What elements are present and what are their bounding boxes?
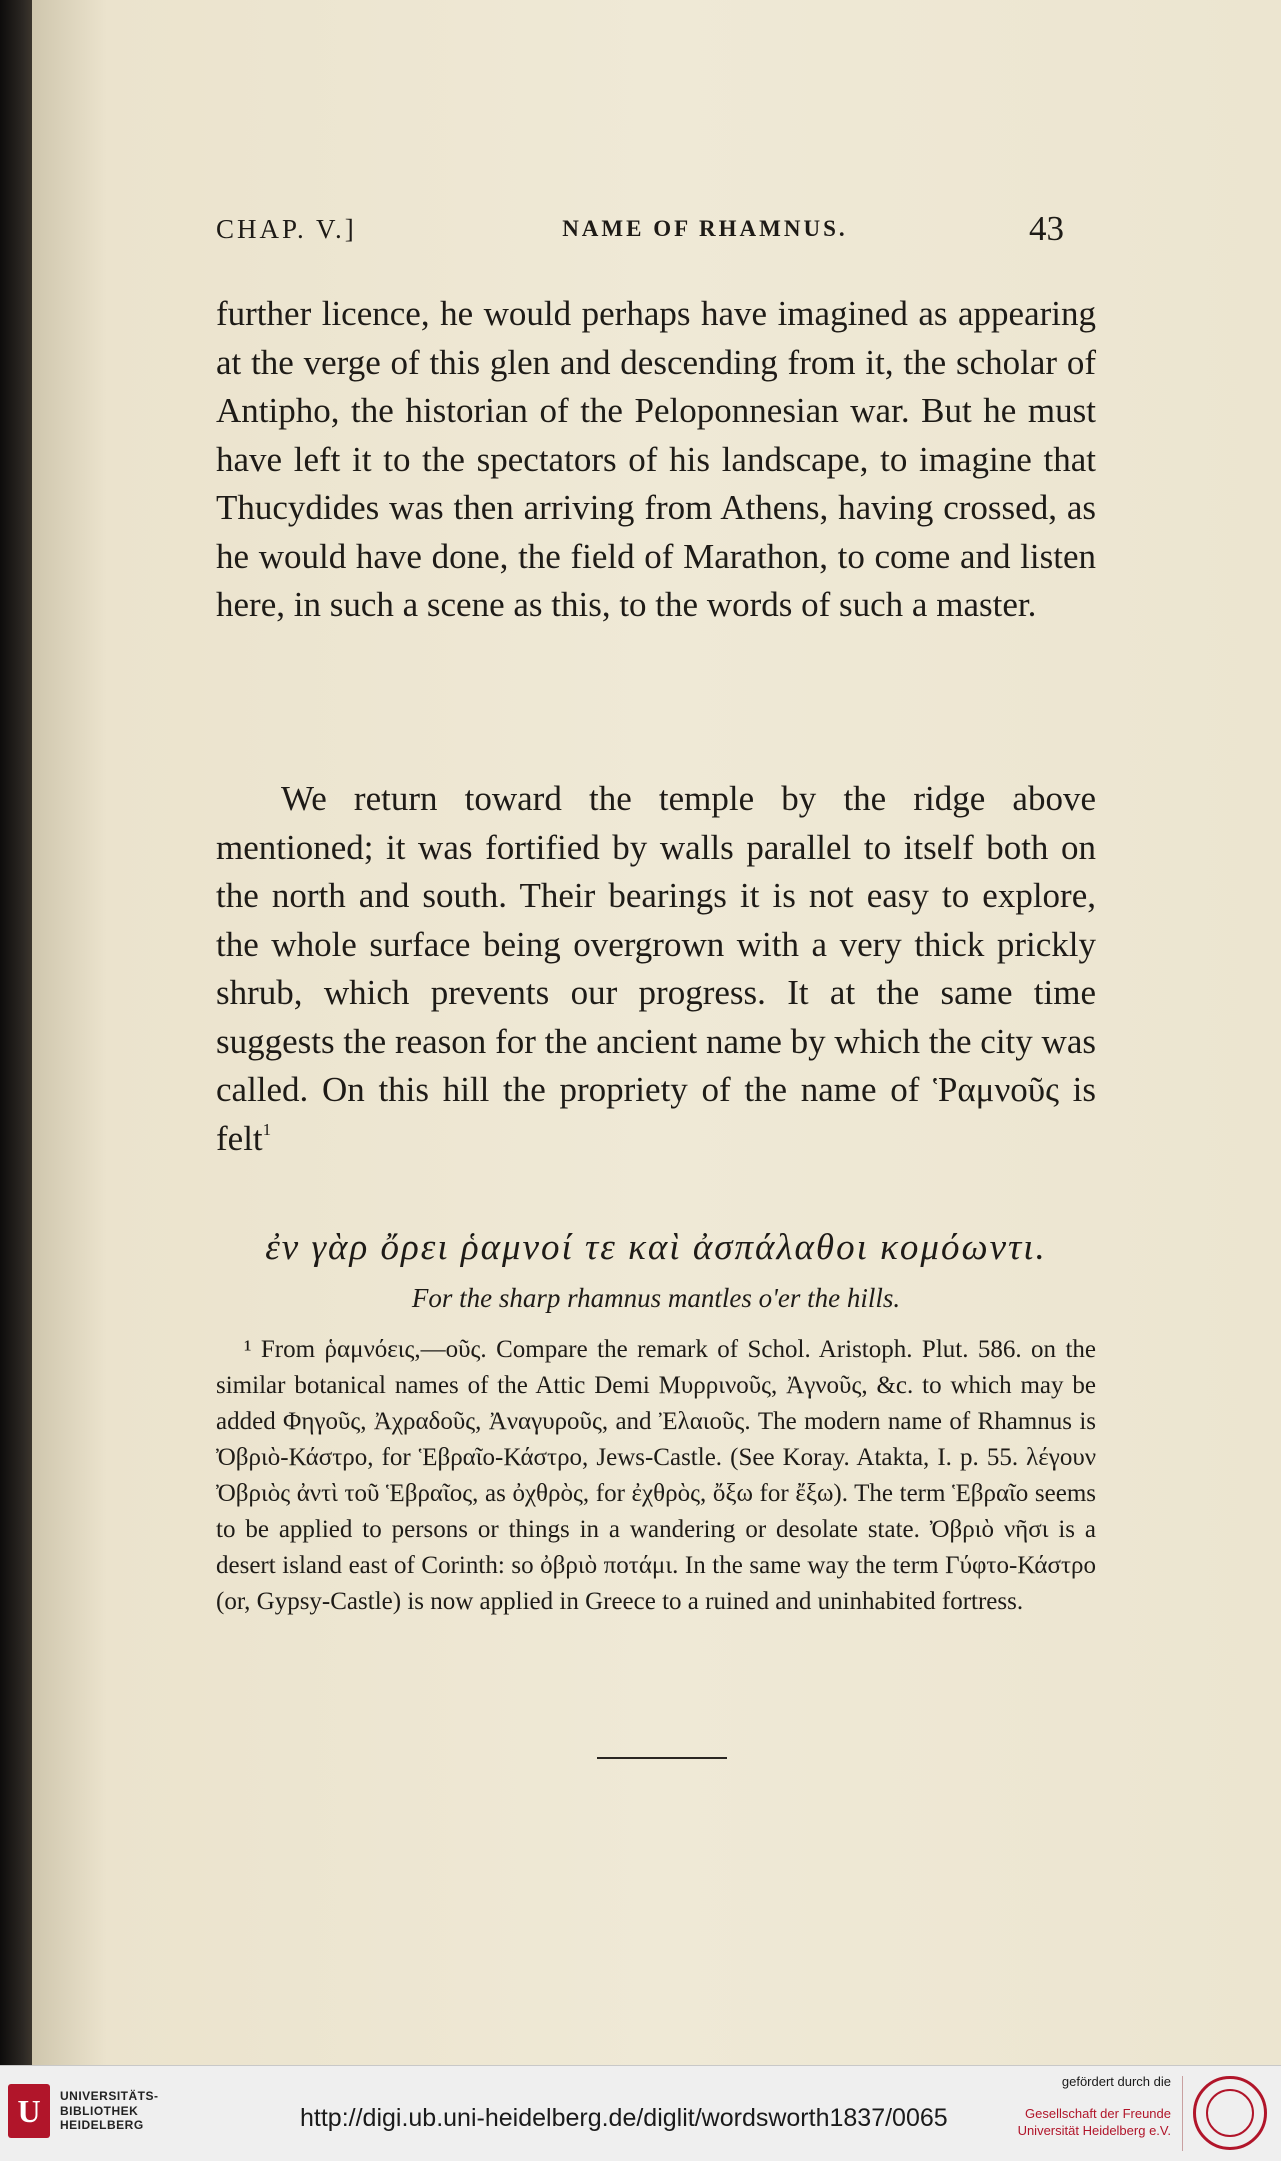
library-logo[interactable] bbox=[8, 2084, 159, 2138]
library-emblem-icon: U bbox=[8, 2084, 50, 2138]
library-line-2: BIBLIOTHEK bbox=[60, 2103, 139, 2118]
quotation-translation: For the sharp rhamnus mantles o'er the hills. bbox=[411, 1283, 901, 1313]
page-number: 43 bbox=[1029, 209, 1064, 248]
digitization-footer bbox=[0, 2065, 1281, 2161]
permalink-url[interactable]: http://digi.ub.uni-heidelberg.de/diglit/wordsworth1837/0065 bbox=[300, 2104, 948, 2132]
library-line-1: UNIVERSITÄTS- bbox=[60, 2089, 159, 2104]
footer-divider bbox=[1182, 2076, 1183, 2151]
end-rule bbox=[597, 1757, 727, 1759]
paragraph-1-text: further licence, he would perhaps have imagined as appearing at the verge of this glen and descending from it, the scholar of Antipho, the historian of the Peloponnesian war. But he must have left it to the spectators of his landscape, to imagine that Thucydides was then arriving from Athens, having crossed, as he would have done, the field of Marathon, to come and listen here, in such a scene as this, to the words of such a master. bbox=[216, 294, 1096, 624]
footnote-reference: 1 bbox=[262, 1119, 272, 1139]
running-title: NAME OF RHAMNUS. bbox=[562, 216, 848, 241]
paragraph-2-text: We return toward the temple by the ridge above mentioned; it was fortified by walls parallel to itself both on the north and south. Their bearings it is not easy to explore, the whole surface being overgrown with a very thick prickly shrub, which prevents our progress. It at the same time suggests the reason for the ancient name by which the city was called. On this hill the propriety of the name of Ῥαμνοῦς is felt bbox=[216, 779, 1096, 1158]
greek-quotation: ἐν γὰρ ὄρει ῥαμνοί τε καὶ ἀσπάλαθοι κομόωντι. bbox=[265, 1227, 1047, 1268]
sponsor-name-line-1: Gesellschaft der Freunde bbox=[1025, 2106, 1171, 2121]
university-seal-icon bbox=[1193, 2076, 1267, 2150]
paragraph-1 bbox=[216, 290, 1096, 630]
sponsor-name-line-2: Universität Heidelberg e.V. bbox=[1017, 2123, 1171, 2138]
sponsor-block[interactable] bbox=[1018, 2074, 1171, 2139]
running-header bbox=[216, 204, 1064, 254]
sponsor-label: gefördert durch die bbox=[1061, 2074, 1171, 2089]
book-page bbox=[32, 0, 1281, 2065]
footnote-text: ¹ From ῥαμνόεις,—οῦς. Compare the remark of Schol. Aristoph. Plut. 586. on the similar botanical names of the Attic Demi Μυρρινοῦς, Ἀγνοῦς, &c. to which may be added Φηγοῦς, Ἀχραδοῦς, Ἀναγυροῦς, and Ἐλαιοῦς. The modern name of Rhamnus is Ὀβριὸ-Κάστρο, for Ἑβραῖο-Κάστρο, Jews-Castle. (See Koray. Atakta, I. p. 55. λέγουν Ὀβριὸς ἀντὶ τοῦ Ἑβραῖος, as ὀχθρὸς, for ἐχθρὸς, ὄξω for ἔξω). The term Ἑβραῖο seems to be applied to persons or things in a wandering or desolate state. Ὀβριὸ νῆσι is a desert island east of Corinth: so ὀβριὸ ποτάμι. In the same way the term Γύφτο-Κάστρο (or, Gypsy-Castle) is now applied in Greece to a ruined and uninhabited fortress. bbox=[216, 1336, 1096, 1615]
library-line-3: HEIDELBERG bbox=[60, 2118, 144, 2133]
paragraph-2 bbox=[216, 775, 1096, 1163]
chapter-label: CHAP. V.] bbox=[216, 213, 357, 244]
footnote bbox=[216, 1332, 1096, 1620]
